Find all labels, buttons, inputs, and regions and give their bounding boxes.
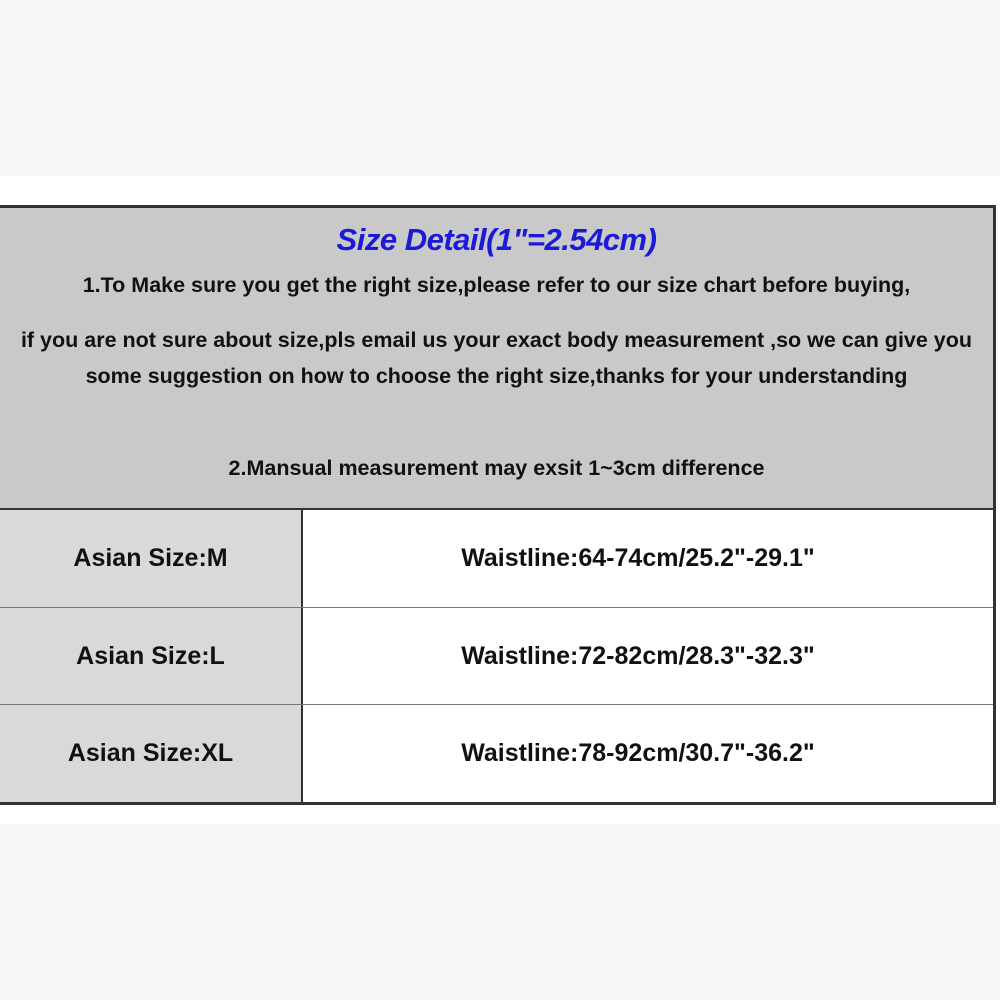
size-table (0, 205, 996, 805)
table-row (0, 510, 993, 608)
waistline-cell: Waistline:64-74cm/25.2"-29.1" (303, 510, 993, 607)
size-cell: Asian Size:M (0, 510, 303, 607)
size-note-1: 1.To Make sure you get the right size,please refer to our size chart before buying, (82, 273, 911, 297)
size-note-2: if you are not sure about size,pls email us your exact body measurement ,so we can give you some suggestion on how to choose the right size,thanks for your understanding (20, 328, 973, 388)
table-row (0, 705, 993, 802)
waistline-cell: Waistline:72-82cm/28.3"-32.3" (303, 608, 993, 705)
size-cell: Asian Size:L (0, 608, 303, 705)
size-cell: Asian Size:XL (0, 705, 303, 802)
size-detail-title: Size Detail(1"=2.54cm) (336, 222, 657, 257)
waistline-cell: Waistline:78-92cm/30.7"-36.2" (303, 705, 993, 802)
size-table-header (0, 208, 993, 510)
size-note-3: 2.Mansual measurement may exsit 1~3cm difference (228, 456, 765, 480)
table-row (0, 608, 993, 706)
